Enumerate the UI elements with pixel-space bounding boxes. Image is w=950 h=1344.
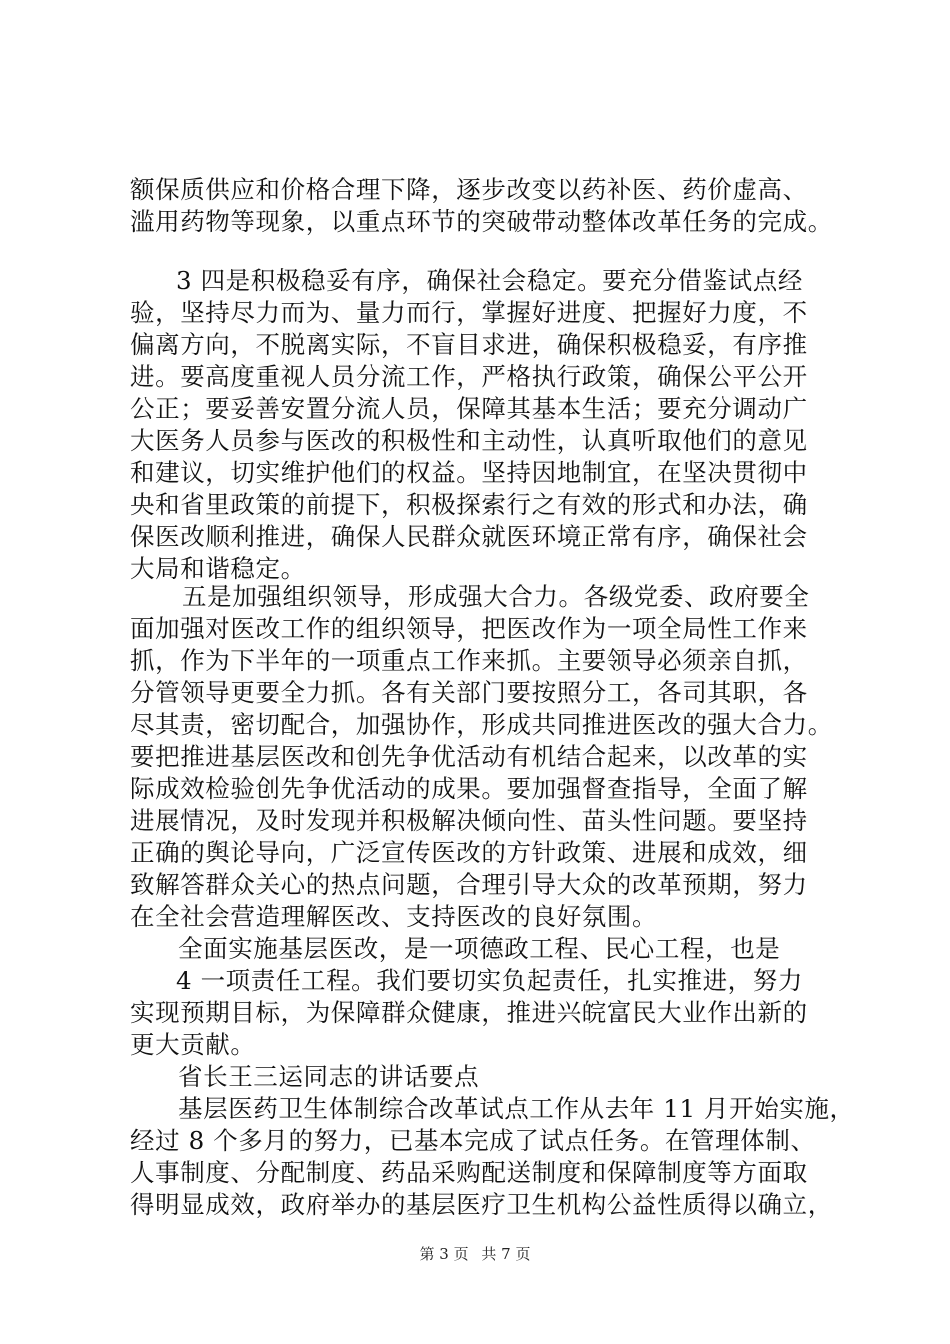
text-line: 分管领导更要全力抓。各有关部门要按照分工，各司其职，各 (130, 678, 808, 707)
text-line: 要把推进基层医改和创先争优活动有机结合起来，以改革的实 (130, 742, 808, 771)
text-line: 五是加强组织领导，形成强大合力。各级党委、政府要全 (182, 582, 810, 611)
text-line: 人事制度、分配制度、药品采购配送制度和保障制度等方面取 (130, 1158, 808, 1187)
text-line: 公正；要妥善安置分流人员，保障其基本生活；要充分调动广 (130, 394, 808, 423)
text-line: 进。要高度重视人员分流工作，严格执行政策，确保公平公开 (130, 362, 808, 391)
page-footer (0, 1244, 950, 1264)
text-line: 面加强对医改工作的组织领导，把医改作为一项全局性工作来 (130, 614, 808, 643)
text-line: 和建议，切实维护他们的权益。坚持因地制宜，在坚决贯彻中 (130, 458, 808, 487)
text-line: 尽其责，密切配合，加强协作，形成共同推进医改的强大合力。 (130, 710, 833, 739)
text-line: 经过 8 个多月的努力，已基本完成了试点任务。在管理体制、 (130, 1126, 816, 1155)
text-line: 基层医药卫生体制综合改革试点工作从去年 11 月开始实施， (178, 1094, 855, 1123)
text-line: 4 一项责任工程。我们要切实负起责任，扎实推进，努力 (176, 966, 803, 995)
text-line: 滥用药物等现象，以重点环节的突破带动整体改革任务的完成。 (130, 207, 833, 236)
text-line: 全面实施基层医改，是一项德政工程、民心工程，也是 (178, 934, 781, 963)
text-line: 抓，作为下半年的一项重点工作来抓。主要领导必须亲自抓， (130, 646, 808, 675)
text-line: 正确的舆论导向，广泛宣传医改的方针政策、进展和成效，细 (130, 838, 808, 867)
text-line: 大局和谐稳定。 (130, 554, 306, 583)
text-line: 验，坚持尽力而为、量力而行，掌握好进度、把握好力度，不 (130, 298, 808, 327)
section-heading: 省长王三运同志的讲话要点 (178, 1062, 480, 1091)
text-line: 大医务人员参与医改的积极性和主动性，认真听取他们的意见 (130, 426, 808, 455)
text-line: 在全社会营造理解医改、支持医改的良好氛围。 (130, 902, 658, 931)
page-number: 第 3 页 (419, 1245, 469, 1263)
text-line: 偏离方向，不脱离实际，不盲目求进，确保积极稳妥，有序推 (130, 330, 808, 359)
text-line: 3 四是积极稳妥有序，确保社会稳定。要充分借鉴试点经 (176, 266, 803, 295)
text-line: 际成效检验创先争优活动的成果。要加强督查指导，全面了解 (130, 774, 808, 803)
text-line: 进展情况，及时发现并积极解决倾向性、苗头性问题。要坚持 (130, 806, 808, 835)
page-total: 共 7 页 (481, 1245, 531, 1263)
text-line: 致解答群众关心的热点问题，合理引导大众的改革预期，努力 (130, 870, 808, 899)
text-line: 额保质供应和价格合理下降，逐步改变以药补医、药价虚高、 (130, 175, 808, 204)
text-line: 更大贡献。 (130, 1030, 256, 1059)
text-line: 央和省里政策的前提下，积极探索行之有效的形式和办法，确 (130, 490, 808, 519)
text-line: 保医改顺利推进，确保人民群众就医环境正常有序，确保社会 (130, 522, 808, 551)
text-line: 得明显成效，政府举办的基层医疗卫生机构公益性质得以确立， (130, 1190, 833, 1219)
text-line: 实现预期目标，为保障群众健康，推进兴皖富民大业作出新的 (130, 998, 808, 1027)
